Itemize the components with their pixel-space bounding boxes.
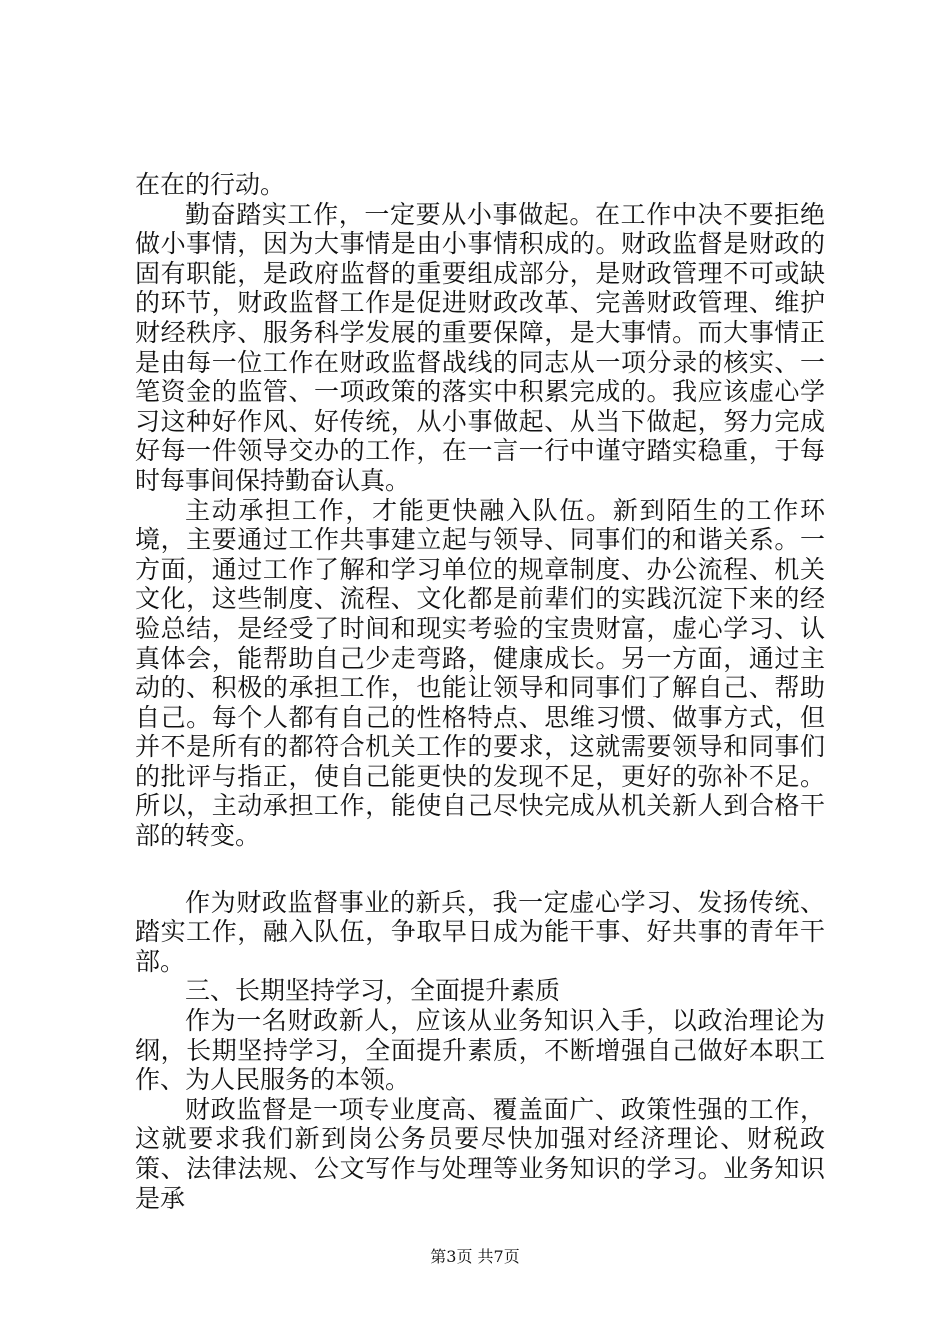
paragraph-take-initiative: 主动承担工作，才能更快融入队伍。新到陌生的工作环境，主要通过工作共事建立起与领导、同事们的和谐关系。一方面，通过工作了解和学习单位的规章制度、办公流程、机关文化，这些制度、流程、文化都是前辈们的实践沉淀下来的经验总结，是经受了时间和现实考验的宝贵财富，虚心学习、认真体会，能帮助自己少走弯路，健康成长。另一方面，通过主动的、积极的承担工作，也能让领导和同事们了解自己、帮助自己。每个人都有自己的性格特点、思维习惯、做事方式，但并不是所有的都符合机关工作的要求，这就需要领导和同事们的批评与指正，使自己能更快的发现不足，更好的弥补不足。所以，主动承担工作，能使自己尽快完成从机关新人到合格干部的转变。 xyxy=(135,495,825,851)
paragraph-finance-newcomer: 作为一名财政新人，应该从业务知识入手，以政治理论为纲，长期坚持学习，全面提升素质，不断增强自己做好本职工作、为人民服务的本领。 xyxy=(135,1006,825,1095)
paragraph-continuation: 在在的行动。 xyxy=(135,170,286,199)
paragraph-gap xyxy=(135,851,825,888)
page-number-footer: 第3页 共7页 xyxy=(430,1247,520,1266)
paragraph-new-recruit: 作为财政监督事业的新兵，我一定虚心学习、发扬传统、踏实工作，融入队伍，争取早日成为能干事、好共事的青年干部。 xyxy=(135,887,825,976)
paragraph-diligent-work: 勤奋踏实工作，一定要从小事做起。在工作中决不要拒绝做小事情，因为大事情是由小事情积成的。财政监督是财政的固有职能，是政府监督的重要组成部分，是财政管理不可或缺的环节，财政监督工作是促进财政改革、完善财政管理、维护财经秩序、服务科学发展的重要保障，是大事情。而大事情正是由每一位工作在财政监督战线的同志从一项分录的核实、一笔资金的监管、一项政策的落实中积累完成的。我应该虚心学习这种好作风、好传统，从小事做起、从当下做起，努力完成好每一件领导交办的工作，在一言一行中谨守踏实稳重，于每时每事间保持勤奋认真。 xyxy=(135,199,825,495)
paragraph-supervision-knowledge: 财政监督是一项专业度高、覆盖面广、政策性强的工作，这就要求我们新到岗公务员要尽快加强对经济理论、财税政策、法律法规、公文写作与处理等业务知识的学习。业务知识是承 xyxy=(135,1094,825,1213)
document-body xyxy=(135,170,825,1213)
section-heading: 三、长期坚持学习，全面提升素质 xyxy=(185,976,561,1006)
